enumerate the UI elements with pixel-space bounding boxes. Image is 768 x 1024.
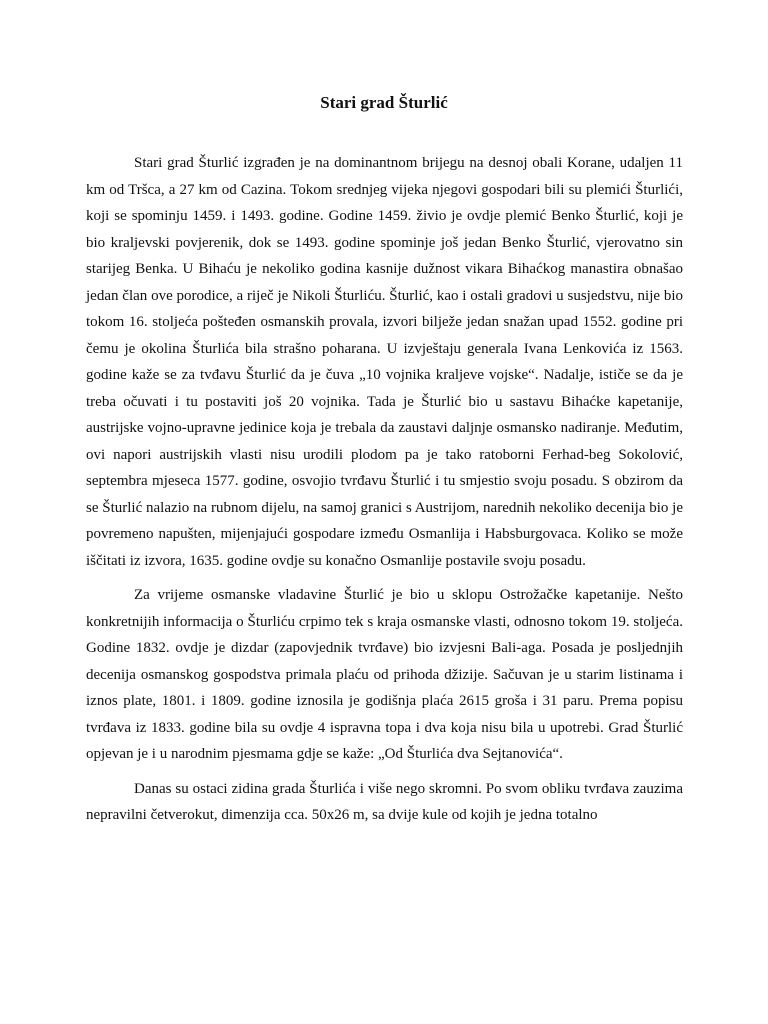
paragraph-3: Danas su ostaci zidina grada Šturlića i više nego skromni. Po svom obliku tvrđava zauzima nepravilni četverokut, dimenzija cca. 50x26 m, sa dvije kule od kojih je jedna totalno [86, 780, 683, 823]
page-title: Stari grad Šturlić [320, 93, 448, 112]
document-body [86, 150, 683, 829]
paragraph-1: Stari grad Šturlić izgrađen je na dominantnom brijegu na desnoj obali Korane, udaljen 11 km od Tršca, a 27 km od Cazina. Tokom srednjeg vijeka njegovi gospodari bili su plemići Šturlići, koji se spominju 1459. i 1493. godine. Godine 1459. živio je ovdje plemić Benko Šturlić, koji je bio kraljevski povjerenik, dok se 1493. godine spominje još jedan Benko Šturlić, vjerovatno sin starijeg Benka. U Bihaću je nekoliko godina kasnije dužnost vikara Bihaćkog manastira obnašao jedan član ove porodice, a riječ je Nikoli Šturliću. Šturlić, kao i ostali gradovi u susjedstvu, nije bio tokom 16. stoljeća pošteđen osmanskih provala, izvori bilježe jedan snažan upad 1552. godine pri čemu je okolina Šturlića bila strašno poharana. U izvještaju generala Ivana Lenkovića iz 1563. godine kaže se za tvđavu Šturlić da je čuva „10 vojnika kraljeve vojske“. Nadalje, ističe se da je treba očuvati i tu postaviti još 20 vojnika. Tada je Šturlić bio u sastavu Bihaćke kapetanije, austrijske vojno-upravne jedinice koja je trebala da zaustavi daljnje osmansko nadiranje. Međutim, ovi napori austrijskih vlasti nisu urodili plodom pa je tako ratoborni Ferhad-beg Sokolović, septembra mjeseca 1577. godine, osvojio tvrđavu Šturlić i tu smjestio svoju posadu. S obzirom da se Šturlić nalazio na rubnom dijelu, na samoj granici s Austrijom, narednih nekoliko decenija bio je povremeno napušten, mijenjajući gospodare između Osmanlija i Habsburgovaca. Koliko se može iščitati iz izvora, 1635. godine ovdje su konačno Osmanlije postavile svoju posadu. [86, 155, 683, 569]
paragraph-2: Za vrijeme osmanske vladavine Šturlić je bio u sklopu Ostrožačke kapetanije. Nešto konkretnijih informacija o Šturliću crpimo tek s kraja osmanske vlasti, odnosno tokom 19. stoljeća. Godine 1832. ovdje je dizdar (zapovjednik tvrđave) bio izvjesni Bali-aga. Posada je posljednjih decenija osmanskog gospodstva primala plaću od prihoda džizije. Sačuvan je u starim listinama i iznos plate, 1801. i 1809. godine iznosila je godišnja plaća 2615 groša i 31 paru. Prema popisu tvrđava iz 1833. godine bila su ovdje 4 ispravna topa i dva koja nisu bila u upotrebi. Grad Šturlić opjevan je i u narodnim pjesmama gdje se kaže: „Od Šturlića dva Sejtanovića“. [86, 587, 683, 762]
